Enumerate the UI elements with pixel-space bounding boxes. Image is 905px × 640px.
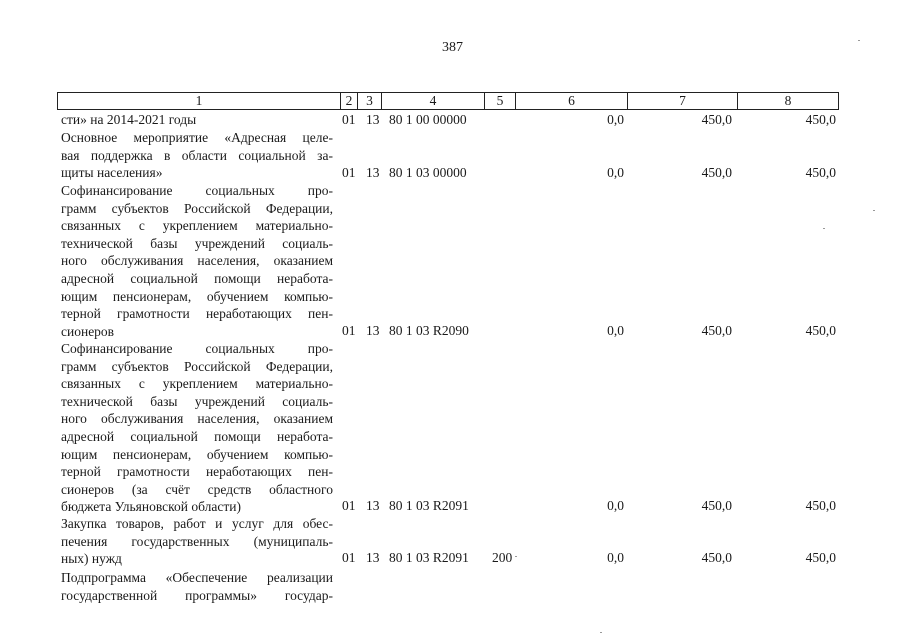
description-line: связанных с укреплением материально- [61,376,333,392]
description-line: ного обслуживания населения, оказанием [61,411,333,427]
scan-speck [858,40,860,41]
description-line: грамм субъектов Российской Федерации, [61,200,333,216]
value-col-6: 0,0 [607,498,624,513]
value-col-6: 0,0 [607,165,624,180]
code-target-article: 80 1 03 R2091 [389,498,469,513]
description-line: Подпрограмма «Обеспечение реализации [61,570,333,585]
table-header-row [57,92,839,110]
description-line: сионеров (за счёт средств областного [61,481,333,497]
code-expense-type: 200 [492,550,513,565]
code-target-article: 80 1 03 R2091 [389,550,469,565]
description-line: связанных с укреплением материально- [61,218,333,234]
description-line: щиты населения» [61,165,163,181]
description-line: терной грамотности неработающих пен- [61,464,333,480]
description-line: Основное мероприятие «Адресная целе- [61,130,333,145]
description-line: адресной социальной помощи неработа- [61,270,333,286]
header-col-1: 1 [195,93,203,108]
description-line: ющим пенсионерам, обучением компью- [61,446,333,462]
header-col-2: 2 [345,93,353,108]
scan-speck [823,228,825,229]
scan-speck [873,210,875,211]
value-col-8: 450,0 [805,112,836,127]
description-line: бюджета Ульяновской области) [61,499,241,515]
row-description [61,569,333,604]
description-line: адресной социальной помощи неработа- [61,428,333,444]
code-target-article: 80 1 03 R2090 [389,323,469,338]
description-line: вая поддержка в области социальной за- [61,147,333,163]
description-line: грамм субъектов Российской Федерации, [61,358,333,374]
code-target-article: 80 1 03 00000 [389,165,467,180]
row-description [61,340,333,516]
code-section: 01 [342,498,356,513]
description-line: ного обслуживания населения, оказанием [61,253,333,269]
code-subsection: 13 [366,112,380,127]
description-line: технической базы учреждений социаль- [61,393,333,409]
value-col-7: 450,0 [701,323,732,338]
scan-speck [600,632,602,633]
value-col-7: 450,0 [701,112,732,127]
value-col-8: 450,0 [805,165,836,180]
code-target-article: 80 1 00 00000 [389,112,467,127]
code-section: 01 [342,165,356,180]
description-line: технической базы учреждений социаль- [61,235,333,251]
code-subsection: 13 [366,498,380,513]
description-line: Софинансирование социальных про- [61,183,333,198]
row-description [61,129,333,182]
header-col-8: 8 [784,93,792,108]
description-line: терной грамотности неработающих пен- [61,306,333,322]
description-line: Софинансирование социальных про- [61,341,333,356]
code-section: 01 [342,112,356,127]
header-col-5: 5 [496,93,504,108]
code-section: 01 [342,323,356,338]
code-subsection: 13 [366,550,380,565]
row-description [61,182,333,340]
value-col-7: 450,0 [701,165,732,180]
description-line: Закупка товаров, работ и услуг для обес- [61,516,333,531]
page-number: 387 [442,40,463,55]
description-line: сионеров [61,323,115,339]
scan-speck [515,556,517,557]
description-line: ных) нужд [61,551,122,567]
code-section: 01 [342,550,356,565]
description-line: сти» на 2014-2021 годы [61,112,197,127]
value-col-8: 450,0 [805,323,836,338]
header-col-7: 7 [679,93,686,108]
value-col-6: 0,0 [607,323,624,338]
header-col-3: 3 [366,93,373,108]
value-col-7: 450,0 [701,498,732,513]
description-line: ющим пенсионерам, обучением компью- [61,288,333,304]
code-subsection: 13 [366,323,380,338]
header-col-4: 4 [429,93,437,108]
value-col-7: 450,0 [701,550,732,565]
value-col-6: 0,0 [607,112,624,127]
description-line: государственной программы» государ- [61,587,333,603]
code-subsection: 13 [366,165,380,180]
value-col-6: 0,0 [607,550,624,565]
row-description [61,111,333,129]
header-col-6: 6 [568,93,575,108]
row-description [61,515,333,568]
value-col-8: 450,0 [805,498,836,513]
value-col-8: 450,0 [805,550,836,565]
description-line: печения государственных (муниципаль- [61,533,333,549]
